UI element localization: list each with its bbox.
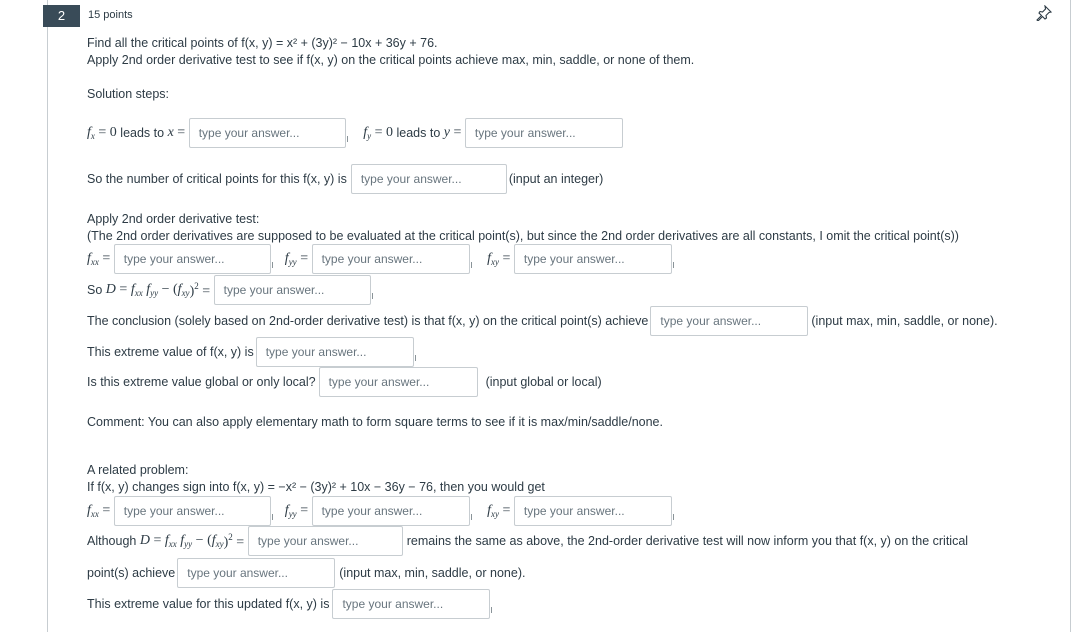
- first-derivative-row: $f_x$ = 0 leads to x = type your answer... $f_y$ = 0 leads to y = type your answer...: [87, 118, 623, 148]
- omit-note: (The 2nd order derivatives are supposed to be evaluated at the critical point(s), but since the 2nd order derivatives are all constants, I omit the critical point(s)): [87, 229, 959, 243]
- d-input[interactable]: type your answer...: [214, 275, 371, 305]
- related-fyy-input[interactable]: type your answer...: [312, 496, 470, 526]
- d-row: So D = $f_{xx}$ $f_{yy}$ − ( $f_{xy}$ )$^2$ = type your answer...: [87, 275, 385, 305]
- fxx-input[interactable]: type your answer...: [114, 244, 271, 274]
- related-fxy-input[interactable]: type your answer...: [514, 496, 672, 526]
- global-local-input[interactable]: type your answer...: [319, 367, 478, 397]
- solution-steps-label: Solution steps:: [87, 87, 169, 101]
- intro-line-1: Find all the critical points of f(x, y) = x² + (3y)² − 10x + 36y + 76.: [87, 36, 438, 50]
- extreme-value-input[interactable]: type your answer...: [256, 337, 414, 367]
- fxy-input[interactable]: type your answer...: [514, 244, 672, 274]
- comment-text: Comment: You can also apply elementary math to form square terms to see if it is max/min/saddle/none.: [87, 415, 663, 429]
- question-points: 15 points: [88, 9, 133, 21]
- related-conclusion-input[interactable]: type your answer...: [177, 558, 335, 588]
- related-d-row: Although D = $f_{xx}$ $f_{yy}$ − ( $f_{xy}$ )$^2$ = type your answer... remains the same as above, the 2nd-order derivative test will now inform you that f(x, y) on the critical: [87, 526, 968, 556]
- num-critical-row: So the number of critical points for this f(x, y) is type your answer... (input an integer): [87, 164, 603, 194]
- related-problem-label: A related problem:: [87, 463, 189, 477]
- related-achieve-row: point(s) achieve type your answer... (input max, min, saddle, or none).: [87, 558, 525, 588]
- x-critical-input[interactable]: type your answer...: [189, 118, 346, 148]
- apply-test-label: Apply 2nd order derivative test:: [87, 212, 260, 226]
- second-derivative-row: $f_{xx}$ = type your answer... $f_{yy}$ = type your answer... $f_{xy}$ = type your answer...: [87, 244, 686, 274]
- conclusion-input[interactable]: type your answer...: [650, 306, 808, 336]
- related-extreme-row: This extreme value for this updated f(x, y) is type your answer...: [87, 589, 504, 619]
- extreme-value-row: This extreme value of f(x, y) is type your answer...: [87, 337, 428, 367]
- related-extreme-input[interactable]: type your answer...: [332, 589, 490, 619]
- intro-line-2: Apply 2nd order derivative test to see if f(x, y) on the critical points achieve max, min, saddle, or none of them.: [87, 53, 695, 67]
- y-critical-input[interactable]: type your answer...: [465, 118, 623, 148]
- pin-icon[interactable]: [1036, 5, 1052, 21]
- related-d-input[interactable]: type your answer...: [248, 526, 403, 556]
- num-critical-input[interactable]: type your answer...: [351, 164, 507, 194]
- related-fxx-input[interactable]: type your answer...: [114, 496, 271, 526]
- fyy-input[interactable]: type your answer...: [312, 244, 470, 274]
- related-derivative-row: $f_{xx}$ = type your answer... $f_{yy}$ = type your answer... $f_{xy}$ = type your answer...: [87, 496, 686, 526]
- global-local-row: Is this extreme value global or only local? type your answer... (input global or local): [87, 367, 602, 397]
- question-number: 2: [43, 5, 80, 27]
- conclusion-row: The conclusion (solely based on 2nd-order derivative test) is that f(x, y) on the critical point(s) achieve type your answer... (input max, min, saddle, or none).: [87, 306, 998, 336]
- related-problem-statement: If f(x, y) changes sign into f(x, y) = −x² − (3y)² + 10x − 36y − 76, then you would get: [87, 480, 545, 494]
